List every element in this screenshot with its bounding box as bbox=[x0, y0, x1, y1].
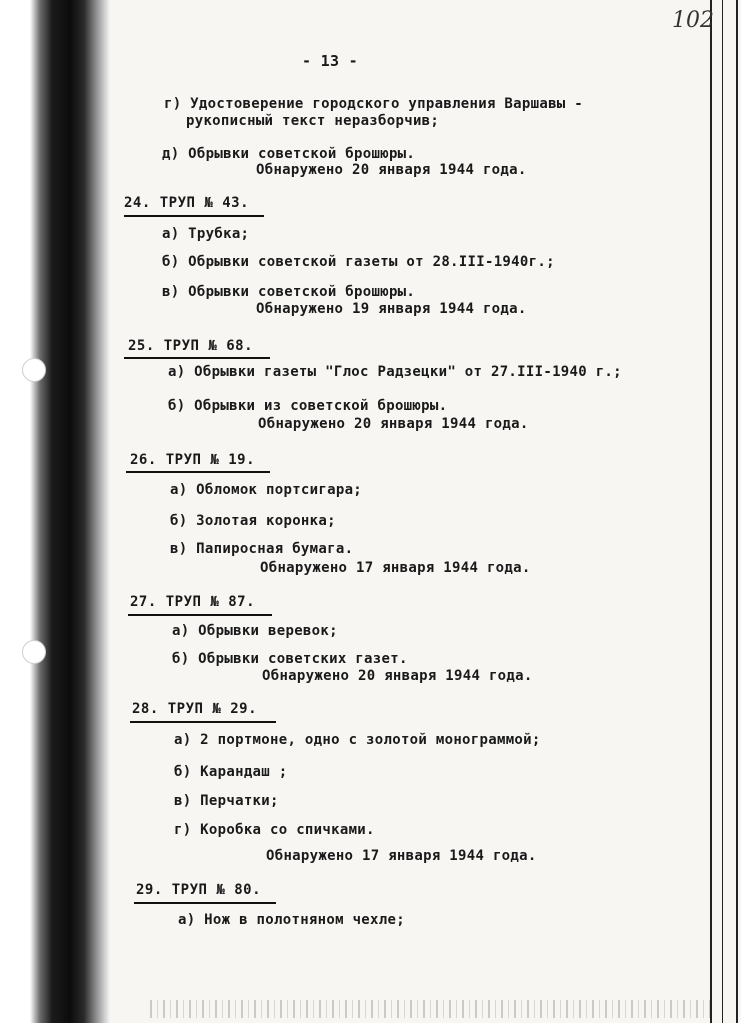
section-heading: 27. ТРУП № 87. bbox=[130, 594, 256, 610]
found-date: Обнаружено 20 января 1944 года. bbox=[256, 162, 527, 178]
binding-shadow bbox=[0, 0, 110, 1023]
item-line: а) Обломок портсигара; bbox=[170, 482, 363, 498]
section-heading: 26. ТРУП № 19. bbox=[130, 452, 256, 468]
item-line: г) Удостоверение городского управления Варшавы - bbox=[164, 96, 583, 112]
item-line: а) Обрывки веревок; bbox=[172, 623, 338, 639]
heading-underline bbox=[124, 215, 264, 217]
section-heading: 25. ТРУП № 68. bbox=[128, 338, 254, 354]
heading-underline bbox=[128, 614, 272, 616]
item-line: в) Обрывки советской брошюры. bbox=[162, 284, 416, 300]
found-date: Обнаружено 20 января 1944 года. bbox=[262, 668, 533, 684]
found-date: Обнаружено 17 января 1944 года. bbox=[266, 848, 537, 864]
page-edge-line bbox=[736, 0, 738, 1023]
found-date: Обнаружено 17 января 1944 года. bbox=[260, 560, 531, 576]
page-edge-line bbox=[722, 0, 723, 1023]
heading-underline bbox=[126, 471, 270, 473]
item-line: а) Нож в полотняном чехле; bbox=[178, 912, 405, 928]
item-line: б) Обрывки советской газеты от 28.III-1940г.; bbox=[162, 254, 555, 270]
punch-hole bbox=[22, 358, 46, 382]
section-heading: 24. ТРУП № 43. bbox=[124, 195, 250, 211]
heading-underline bbox=[134, 902, 276, 904]
item-line: д) Обрывки советской брошюры. bbox=[162, 146, 416, 162]
item-line: а) 2 портмоне, одно с золотой монограммой; bbox=[174, 732, 541, 748]
item-line: б) Обрывки из советской брошюры. bbox=[168, 398, 448, 414]
heading-underline bbox=[124, 357, 270, 359]
item-line: рукописный текст неразборчив; bbox=[186, 113, 440, 129]
heading-underline bbox=[130, 721, 276, 723]
scan-noise bbox=[150, 1000, 710, 1018]
punch-hole bbox=[22, 640, 46, 664]
item-line: в) Перчатки; bbox=[174, 793, 279, 809]
handwritten-page-number: 102 bbox=[672, 8, 714, 33]
item-line: а) Обрывки газеты "Глос Радзецки" от 27.III-1940 г.; bbox=[168, 364, 622, 380]
found-date: Обнаружено 20 января 1944 года. bbox=[258, 416, 529, 432]
section-heading: 29. ТРУП № 80. bbox=[136, 882, 262, 898]
page-number: - 13 - bbox=[302, 52, 358, 70]
item-line: а) Трубка; bbox=[162, 226, 250, 242]
item-line: в) Папиросная бумага. bbox=[170, 541, 354, 557]
item-line: б) Обрывки советских газет. bbox=[172, 651, 408, 667]
page-edge-line bbox=[710, 0, 712, 1023]
item-line: б) Карандаш ; bbox=[174, 764, 288, 780]
item-line: г) Коробка со спичками. bbox=[174, 822, 375, 838]
section-heading: 28. ТРУП № 29. bbox=[132, 701, 258, 717]
item-line: б) Золотая коронка; bbox=[170, 513, 336, 529]
found-date: Обнаружено 19 января 1944 года. bbox=[256, 301, 527, 317]
